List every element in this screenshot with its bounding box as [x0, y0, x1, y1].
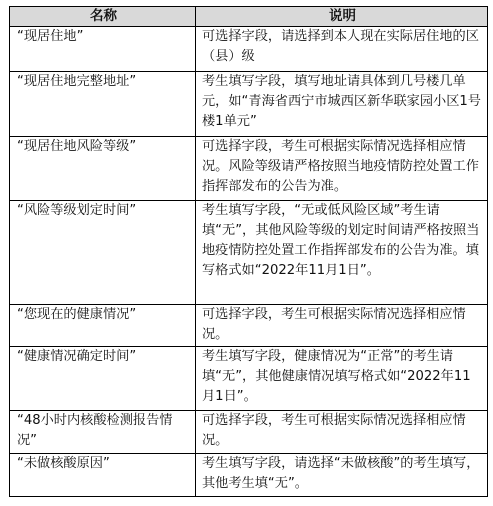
table-row [10, 305, 488, 347]
field-name-cell: “现居住地风险等级” [10, 137, 196, 201]
field-description-cell: 可选择字段，请选择到本人现在实际居住地的区（县）级 [196, 27, 488, 72]
table-row [10, 454, 488, 497]
table-row [10, 347, 488, 411]
field-name-cell: “风险等级划定时间” [10, 201, 196, 305]
table-row [10, 27, 488, 72]
table-row [10, 137, 488, 201]
table-row [10, 411, 488, 454]
field-name-cell: “健康情况确定时间” [10, 347, 196, 411]
field-description-cell: 可选择字段，考生可根据实际情况选择相应情况。 [196, 411, 488, 454]
field-name-cell: “现居住地完整地址” [10, 72, 196, 137]
table-row [10, 72, 488, 137]
field-name-cell: “您现在的健康情况” [10, 305, 196, 347]
field-description-cell: 可选择字段，考生可根据实际情况选择相应情况。 [196, 305, 488, 347]
table-header-row [10, 7, 488, 27]
header-description: 说明 [196, 7, 488, 27]
field-description-cell: 考生填写字段，“无或低风险区域”考生请填“无”，其他风险等级的划定时间请严格按照当地疫情防控处置工作指挥部发布的公告为准。填写格式如“2022年11月1日”。 [196, 201, 488, 305]
field-name-cell: “现居住地” [10, 27, 196, 72]
field-description-cell: 考生填写字段，健康情况为“正常”的考生请填“无”，其他健康情况填写格式如“2022年11月1日”。 [196, 347, 488, 411]
field-name-cell: “未做核酸原因” [10, 454, 196, 497]
field-description-cell: 考生填写字段，填写地址请具体到几号楼几单元，如“青海省西宁市城西区新华联家园小区1号楼1单元” [196, 72, 488, 137]
table-row [10, 201, 488, 305]
field-description-cell: 可选择字段，考生可根据实际情况选择相应情况。风险等级请严格按照当地疫情防控处置工作指挥部发布的公告为准。 [196, 137, 488, 201]
header-name: 名称 [10, 7, 196, 27]
field-description-table [9, 6, 488, 497]
field-name-cell: “48小时内核酸检测报告情况” [10, 411, 196, 454]
field-description-cell: 考生填写字段，请选择“未做核酸”的考生填写，其他考生填“无”。 [196, 454, 488, 497]
